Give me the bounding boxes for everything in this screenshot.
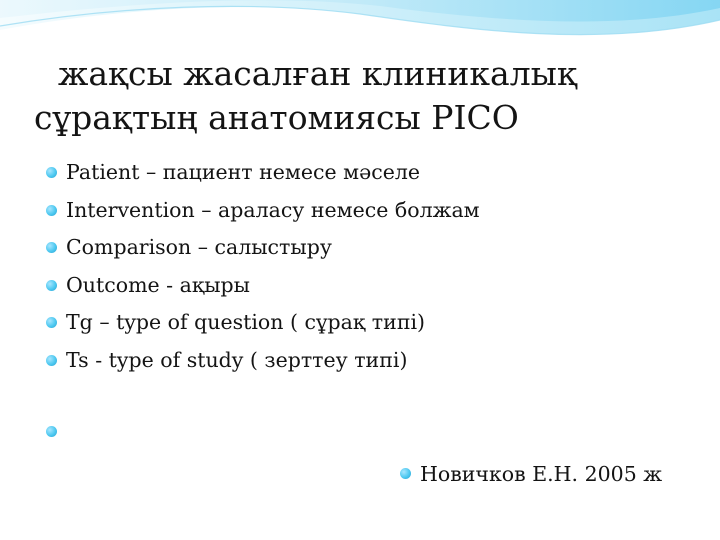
bullet-text: Outcome - ақыры: [66, 272, 250, 297]
slide-title: [34, 52, 674, 140]
bullet-text: Patient – пациент немесе мәселе: [66, 160, 420, 184]
title-line-1: жақсы жасалған клиникалық: [58, 54, 577, 93]
bullet-item-intervention: [46, 192, 686, 230]
circle-bullet-icon: [46, 242, 57, 253]
citation-text: Новичков Е.Н. 2005 ж: [420, 462, 663, 486]
bullet-text: Comparison – салыстыру: [66, 235, 332, 259]
circle-bullet-icon: [46, 205, 57, 216]
circle-bullet-icon: [400, 468, 411, 479]
circle-bullet-icon: [46, 167, 57, 178]
title-line-2: сұрақтың анатомиясы PICO: [34, 98, 519, 137]
circle-bullet-icon: [46, 317, 57, 328]
bullet-text: Ts - type of study ( зерттеу типі): [66, 347, 408, 372]
citation: [400, 456, 662, 492]
circle-bullet-icon: [46, 355, 57, 366]
circle-bullet-icon: [46, 280, 57, 291]
bullet-item-type-of-study: [46, 342, 686, 380]
bullet-text: Tg – type of question ( сұрақ типі): [66, 310, 426, 334]
bullet-item-patient: [46, 154, 686, 192]
bullet-item-comparison: [46, 229, 686, 267]
bullet-item-type-of-question: [46, 304, 686, 342]
bullet-item-outcome: [46, 267, 686, 305]
bullet-list: [46, 154, 686, 379]
bullet-text: Intervention – араласу немесе болжам: [66, 197, 480, 222]
empty-bullet-icon: [46, 426, 57, 437]
